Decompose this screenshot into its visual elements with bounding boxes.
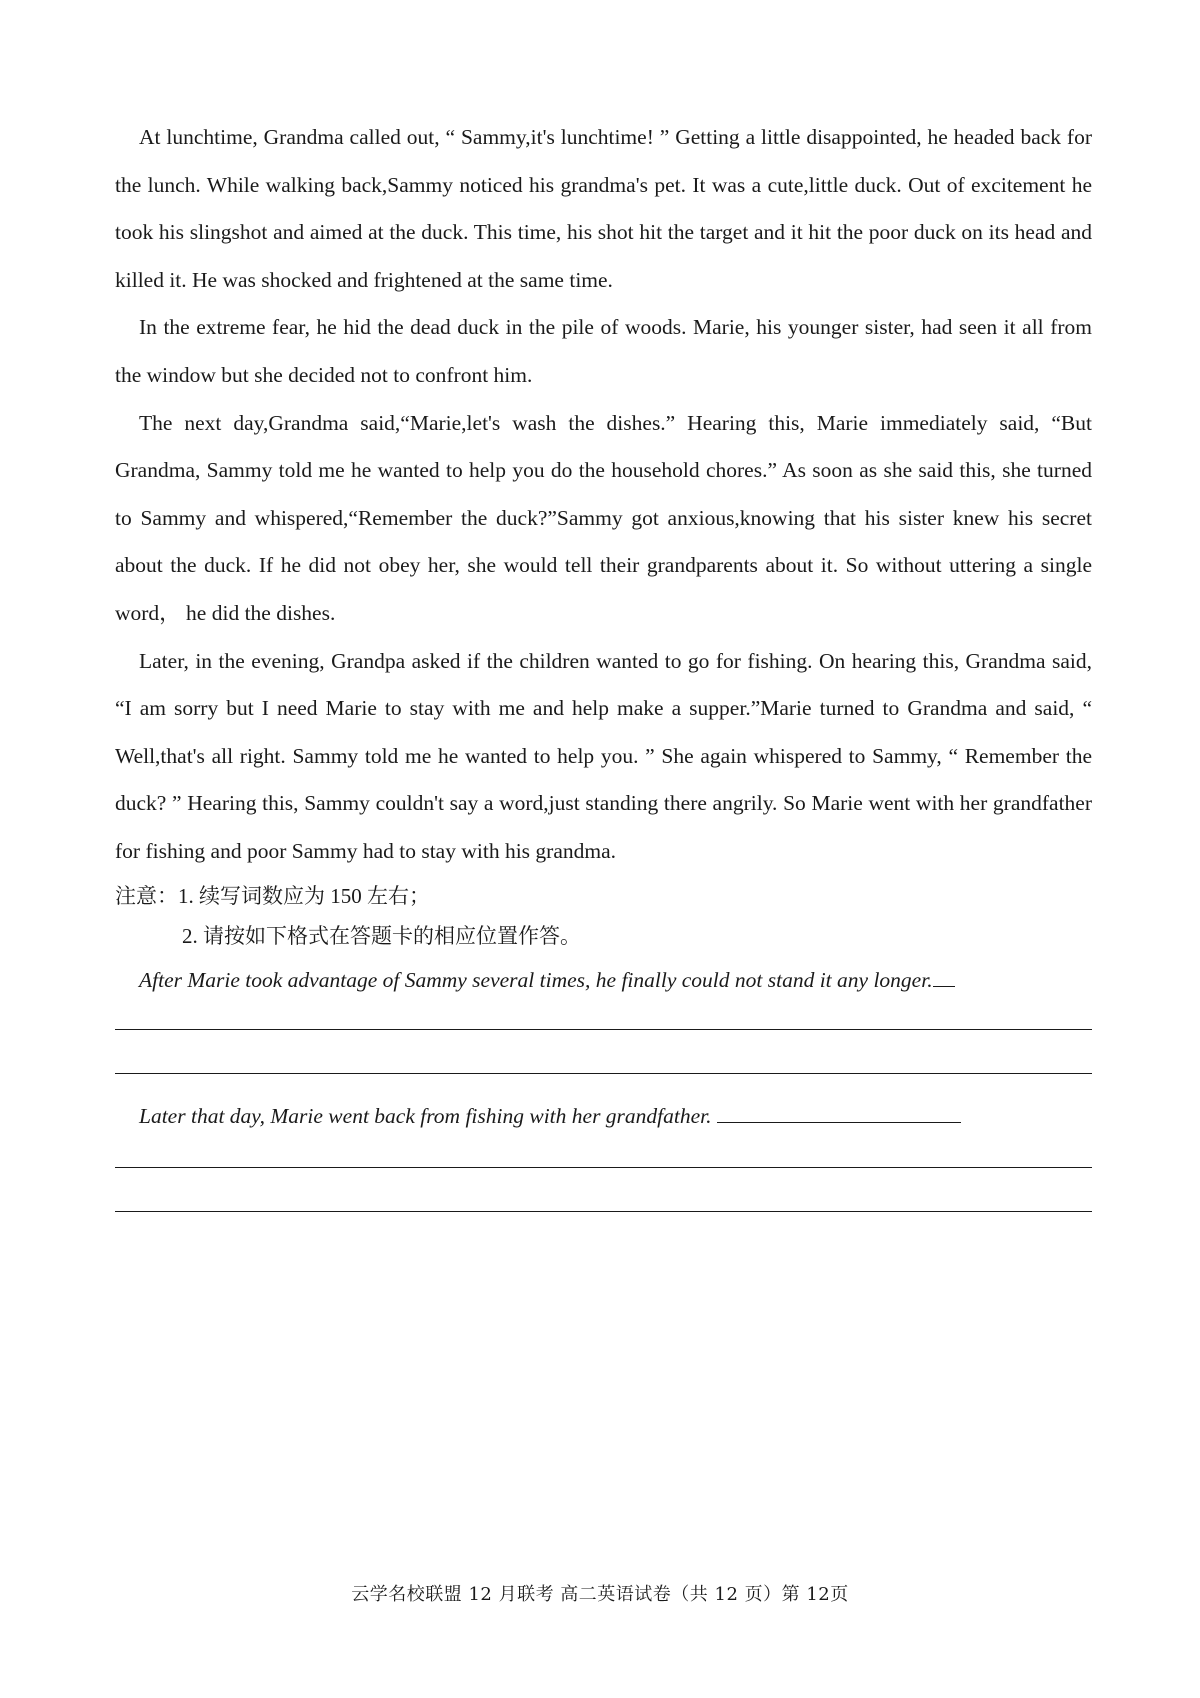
story-paragraph-4: Later, in the evening, Grandpa asked if the children wanted to go for fishing. On hearing this, Grandma said, “I am sorry but I need Marie to stay with me and help make a supper.”Marie turned to Grandma and said, “ Well,that's all right. Sammy told me he wanted to help you. ” She again whispered to Sammy, “ Remember the duck? ” Hearing this, Sammy couldn't say a word,just standing there angrily. So Marie went with her grandfather for fishing and poor Sammy had to stay with his grandma. [115, 648, 1092, 863]
instruction-format: 2. 请按如下格式在答题卡的相应位置作答。 [182, 923, 581, 948]
story-paragraph-2: In the extreme fear, he hid the dead duck in the pile of woods. Marie, his younger sister, had seen it all from the window but she decided not to confront him. [115, 315, 1092, 387]
prompt-2-text: Later that day, Marie went back from fishing with her grandfather. [139, 1103, 712, 1128]
story-paragraph-1: At lunchtime, Grandma called out, “ Sammy,it's lunchtime! ” Getting a little disappointed, he headed back for the lunch. While walking back,Sammy noticed his grandma's pet. It was a cute,little duck. Out of excitement he took his slingshot and aimed at the duck. This time, his shot hit the target and it hit the poor duck on its head and killed it. He was shocked and frightened at the same time. [115, 125, 1092, 292]
prompt-2-blank[interactable] [717, 1102, 961, 1123]
exam-page [115, 114, 1092, 1212]
story-paragraph-3: The next day,Grandma said,“Marie,let's wash the dishes.” Hearing this, Marie immediately said, “But Grandma, Sammy told me he wanted to help you do the household chores.” As soon as she said this, she turned to Sammy and whispered,“Remember the duck?”Sammy got anxious,knowing that his sister knew his secret about the duck. If he did not obey her, she would tell their grandparents about it. So without uttering a single word， he did the dishes. [115, 410, 1092, 625]
prompt-1-text: After Marie took advantage of Sammy several times, he finally could not stand it any longer. [139, 967, 933, 992]
instructions [115, 876, 1092, 956]
writing-line-4[interactable] [115, 1210, 1092, 1212]
continuation-prompt-1 [115, 960, 1092, 1000]
page-footer: 云学名校联盟 12 月联考 高二英语试卷（共 12 页）第 12页 [351, 1584, 849, 1605]
prompt-1-blank[interactable] [933, 966, 955, 987]
instruction-word-count: 注意：1. 续写词数应为 150 左右； [115, 883, 430, 908]
continuation-prompt-2 [115, 1096, 1092, 1136]
